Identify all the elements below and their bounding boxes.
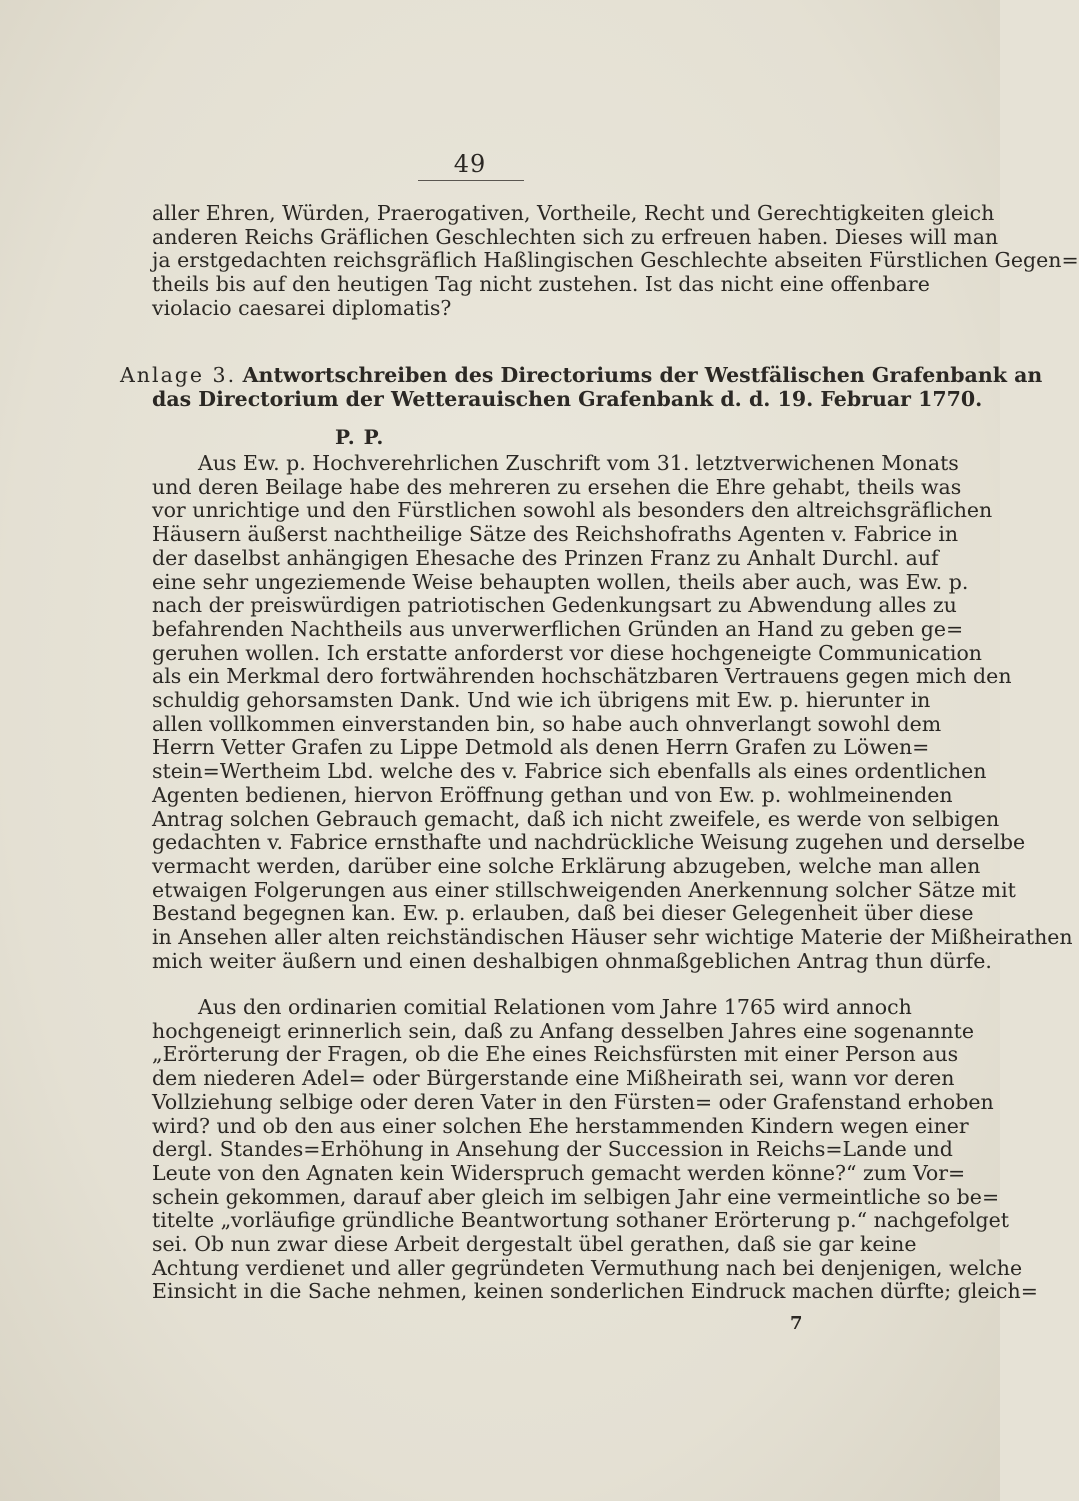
- text-line: mich weiter äußern und einen deshalbigen ohnmaßgeblichen Antrag thun dürfe.: [152, 948, 992, 973]
- text-line: als ein Merkmal dero fortwährenden hochschätzbaren Vertrauens gegen mich den: [152, 664, 1012, 689]
- annex-label: Anlage 3.: [120, 363, 237, 387]
- annex-title-line-2: das Directorium der Wetterauischen Grafenbank d. d. 19. Februar 1770.: [152, 386, 983, 411]
- paragraph-3: [152, 995, 1038, 1304]
- text-line: Aus Ew. p. Hochverehrlichen Zuschrift vom 31. letztverwichenen Monats: [198, 451, 959, 475]
- text-line: schuldig gehorsamsten Dank. Und wie ich übrigens mit Ew. p. hierunter in: [152, 688, 931, 713]
- text-line: dem niederen Adel= oder Bürgerstande eine Mißheirath sei, wann vor deren: [152, 1066, 955, 1091]
- signature-mark: 7: [790, 1313, 803, 1334]
- text-line: Agenten bedienen, hiervon Eröffnung gethan und von Ew. p. wohlmeinenden: [152, 782, 953, 807]
- text-line: violacio caesarei diplomatis?: [152, 295, 452, 320]
- text-line: eine sehr ungeziemende Weise behaupten wollen, theils aber auch, was Ew. p.: [152, 569, 969, 594]
- text-line: der daselbst anhängigen Ehesache des Prinzen Franz zu Anhalt Durchl. auf: [152, 545, 939, 570]
- text-line: Achtung verdienet und aller gegründeten Vermuthung nach bei denjenigen, welche: [152, 1255, 1023, 1280]
- paragraph-2: [152, 451, 1073, 973]
- text-line: Antrag solchen Gebrauch gemacht, daß ich nicht zweifele, es werde von selbigen: [152, 806, 1000, 831]
- annex-title-line-1: [120, 363, 1043, 388]
- salutation-block: [152, 426, 824, 450]
- text-line: „Erörterung der Fragen, ob die Ehe eines Reichsfürsten mit einer Person aus: [152, 1042, 959, 1067]
- text-line: allen vollkommen einverstanden bin, so habe auch ohnverlangt sowohl dem: [152, 711, 942, 736]
- text-line: etwaigen Folgerungen aus einer stillschweigenden Anerkennung solcher Sätze mit: [152, 877, 1016, 902]
- text-line: stein=Wertheim Lbd. welche des v. Fabrice sich ebenfalls als eines ordentlichen: [152, 759, 987, 784]
- text-line: vor unrichtige und den Fürstlichen sowohl als besonders den altreichsgräflichen: [152, 498, 993, 523]
- text-line: gedachten v. Fabrice ernsthafte und nachdrückliche Weisung zugehen und derselbe: [152, 830, 1026, 855]
- text-line: in Ansehen aller alten reichständischen Häuser sehr wichtige Materie der Mißheirathen: [152, 925, 1073, 950]
- text-line: ja erstgedachten reichsgräflich Haßlingischen Geschlechte abseiten Fürstlichen Gegen=: [152, 248, 1079, 273]
- text-line: theils bis auf den heutigen Tag nicht zustehen. Ist das nicht eine offenbare: [152, 272, 930, 297]
- text-line: befahrenden Nachtheils aus unverwerflichen Gründen an Hand zu geben ge=: [152, 616, 964, 641]
- text-line: dergl. Standes=Erhöhung in Ansehung der Succession in Reichs=Lande und: [152, 1137, 953, 1162]
- page-number: 49: [453, 150, 487, 178]
- text-line: Bestand begegnen kan. Ew. p. erlauben, daß bei dieser Gelegenheit über diese: [152, 901, 974, 926]
- annex-heading: [120, 363, 1043, 411]
- text-line: anderen Reichs Gräflichen Geschlechten sich zu erfreuen haben. Dieses will man: [152, 224, 999, 249]
- text-line: wird? und ob den aus einer solchen Ehe herstammenden Kindern wegen einer: [152, 1113, 969, 1138]
- text-line: aller Ehren, Würden, Praerogativen, Vortheile, Recht und Gerechtigkeiten gleich: [152, 201, 995, 225]
- text-line: Aus den ordinarien comitial Relationen vom Jahre 1765 wird annoch: [198, 995, 912, 1019]
- header-rule: [418, 180, 524, 181]
- text-line: Herrn Vetter Grafen zu Lippe Detmold als denen Herrn Grafen zu Löwen=: [152, 735, 930, 760]
- text-line: sei. Ob nun zwar diese Arbeit dergestalt übel gerathen, daß sie gar keine: [152, 1232, 917, 1257]
- paragraph-1: [152, 201, 1079, 321]
- salutation: P. P.: [335, 425, 385, 449]
- annex-title-part-1: Antwortschreiben des Directoriums der Westfälischen Grafenbank an: [242, 363, 1043, 387]
- text-line: schein gekommen, darauf aber gleich im selbigen Jahr eine vermeintliche so be=: [152, 1184, 1000, 1209]
- text-line: Einsicht in die Sache nehmen, keinen sonderlichen Eindruck machen dürfte; gleich=: [152, 1279, 1038, 1304]
- text-line: geruhen wollen. Ich erstatte anforderst vor diese hochgeneigte Communication: [152, 640, 983, 665]
- text-line: und deren Beilage habe des mehreren zu ersehen die Ehre gehabt, theils was: [152, 474, 962, 499]
- text-line: Häusern äußerst nachtheilige Sätze des Reichshofraths Agenten v. Fabrice in: [152, 522, 959, 547]
- text-line: Vollziehung selbige oder deren Vater in den Fürsten= oder Grafenstand erhoben: [152, 1089, 994, 1114]
- text-line: hochgeneigt erinnerlich sein, daß zu Anfang desselben Jahres eine sogenannte: [152, 1018, 974, 1043]
- text-line: nach der preiswürdigen patriotischen Gedenkungsart zu Abwendung alles zu: [152, 593, 957, 618]
- text-line: vermacht werden, darüber eine solche Erklärung abzugeben, welche man allen: [152, 853, 981, 878]
- text-line: Leute von den Agnaten kein Widerspruch gemacht werden könne?“ zum Vor=: [152, 1160, 966, 1185]
- text-line: titelte „vorläufige gründliche Beantwortung sothaner Erörterung p.“ nachgefolget: [152, 1208, 1010, 1233]
